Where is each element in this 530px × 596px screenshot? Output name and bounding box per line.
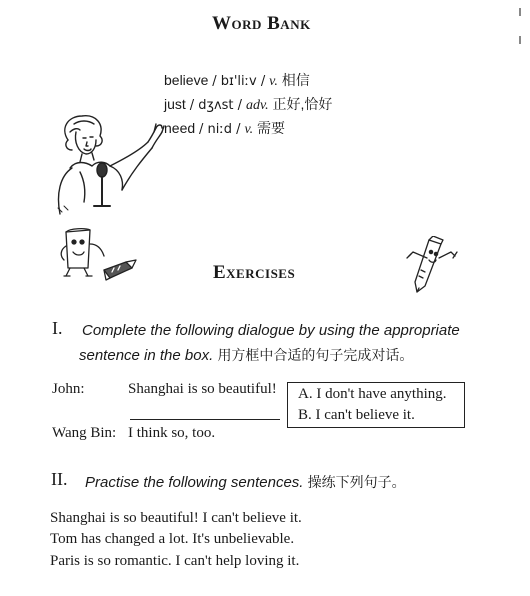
part-1-instruction-line-2 [79, 345, 413, 365]
vocab-word: need [164, 120, 196, 136]
part-2-instruction-en: Practise the following sentences. [85, 474, 304, 491]
part-2-instruction-cn: 操练下列句子。 [307, 475, 406, 491]
vocab-meaning: 相信 [281, 72, 310, 88]
options-box [287, 382, 465, 428]
dialogue-line-john: Shanghai is so beautiful! [128, 381, 277, 397]
practice-sentence: Tom has changed a lot. It's unbelievable. [50, 531, 295, 547]
vocab-phonetic: / dʒʌst / [189, 98, 243, 113]
vocab-pos: adv. [245, 98, 269, 113]
option-letter: B. [298, 407, 312, 423]
dialogue-line-wang-bin: I think so, too. [128, 425, 216, 441]
vocab-pos: v. [269, 74, 278, 89]
cartoon-pencil-illustration [405, 236, 461, 294]
part-2-number: II. [51, 469, 68, 489]
vocab-word: just [164, 96, 186, 112]
woman-speaker-illustration [50, 110, 170, 220]
part-1-instruction-en: sentence in the box. [79, 347, 214, 364]
answer-blank[interactable] [130, 419, 280, 420]
vocab-meaning: 需要 [257, 120, 286, 136]
option-text: I can't believe it. [315, 407, 415, 423]
part-1-number: I. [52, 318, 63, 338]
vocab-phonetic: / bɪ'liːv / [212, 74, 266, 89]
vocab-list [164, 69, 332, 141]
vocab-pos: v. [244, 122, 254, 137]
part-2-instruction [85, 472, 406, 492]
vocab-meaning: 正好,恰好 [272, 96, 333, 112]
option-b[interactable] [298, 407, 415, 424]
dialogue-speaker-john: John: [52, 381, 85, 397]
exercises-title: Exercises [213, 262, 296, 283]
cartoon-cup-and-crayon-illustration [60, 226, 138, 282]
practice-sentence: Shanghai is so beautiful! I can't believe it. [50, 510, 302, 526]
part-1-instruction-line-1: Complete the following dialogue by using the appropriate [82, 322, 460, 339]
word-bank-title: Word Bank [212, 13, 311, 34]
dialogue-speaker-wang-bin: Wang Bin: [52, 425, 117, 441]
option-text: I don't have anything. [316, 386, 447, 402]
practice-sentence: Paris is so romantic. I can't help loving it. [50, 553, 300, 569]
option-a[interactable] [298, 386, 447, 403]
vocab-phonetic: / niːd / [199, 122, 241, 137]
vocab-entry [164, 117, 332, 141]
page-edge-mark [519, 8, 521, 16]
vocab-entry [164, 69, 332, 93]
vocab-entry [164, 93, 332, 117]
vocab-word: believe [164, 72, 209, 88]
option-letter: A. [298, 386, 313, 402]
part-1-instruction-cn: 用方框中合适的句子完成对话。 [217, 348, 414, 364]
page-edge-mark [519, 36, 521, 44]
